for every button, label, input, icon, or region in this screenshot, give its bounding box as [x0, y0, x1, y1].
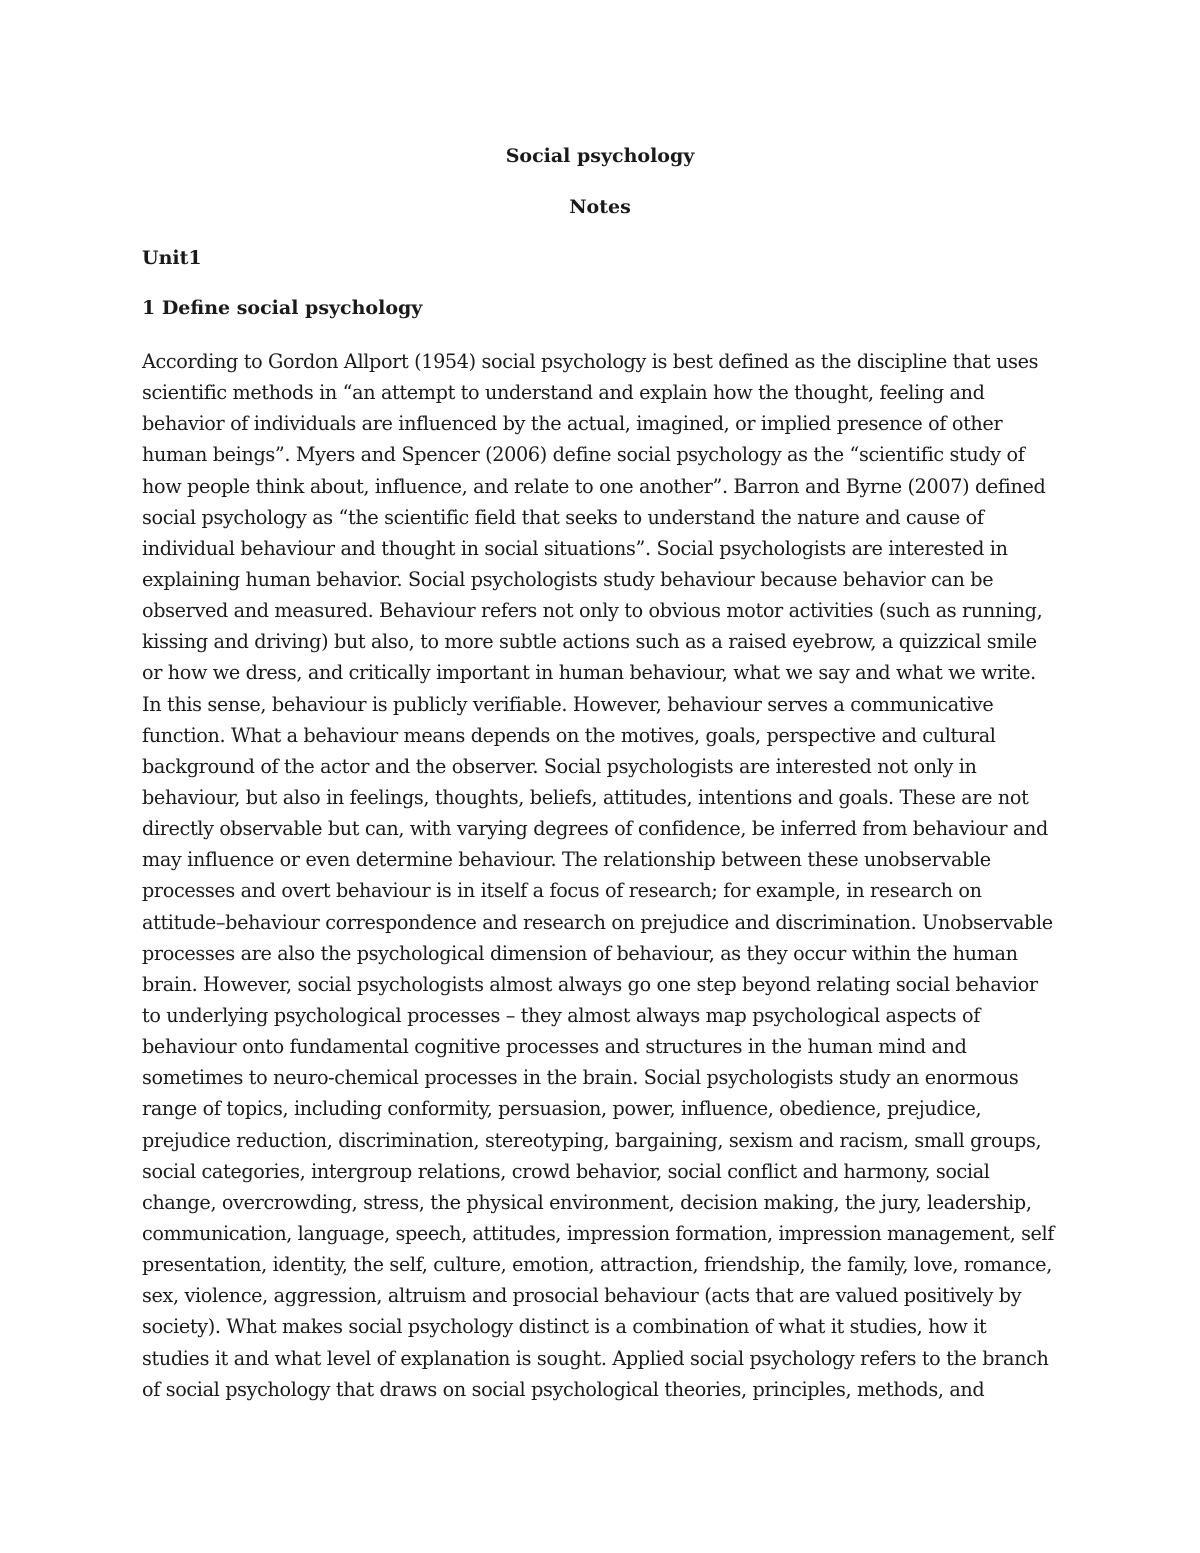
body-line: function. What a behaviour means depends on the motives, goals, perspective and cultural [142, 723, 996, 747]
body-line: kissing and driving) but also, to more subtle actions such as a raised eyebrow, a quizzical smile [142, 630, 1037, 654]
body-line: sometimes to neuro-chemical processes in the brain. Social psychologists study an enormous [142, 1066, 1019, 1090]
body-line: background of the actor and the observer. Social psychologists are interested not only in [142, 754, 977, 778]
body-line: sex, violence, aggression, altruism and prosocial behaviour (acts that are valued positively by [142, 1284, 1022, 1308]
body-line: society). What makes social psychology distinct is a combination of what it studies, how it [142, 1315, 987, 1339]
body-line: prejudice reduction, discrimination, stereotyping, bargaining, sexism and racism, small groups, [142, 1128, 1042, 1152]
body-line: processes are also the psychological dimension of behaviour, as they occur within the human [142, 941, 1018, 965]
body-line: In this sense, behaviour is publicly verifiable. However, behaviour serves a communicative [142, 692, 994, 716]
document-title: Social psychology [505, 145, 695, 167]
body-line: social categories, intergroup relations, crowd behavior, social conflict and harmony, social [142, 1159, 990, 1183]
body-line: behavior of individuals are influenced by the actual, imagined, or implied presence of other [142, 412, 1003, 436]
body-line: to underlying psychological processes – they almost always map psychological aspects of [142, 1003, 980, 1027]
unit-heading: Unit1 [142, 247, 202, 269]
body-line: social psychology as “the scientific field that seeks to understand the nature and cause of [142, 505, 984, 529]
section-heading: 1 Define social psychology [142, 297, 423, 319]
body-line: scientific methods in “an attempt to understand and explain how the thought, feeling and [142, 381, 985, 405]
body-line: behaviour onto fundamental cognitive processes and structures in the human mind and [142, 1035, 967, 1059]
body-line: of social psychology that draws on social psychological theories, principles, methods, and [142, 1377, 985, 1401]
document-subtitle: Notes [569, 196, 631, 218]
body-line: behaviour, but also in feelings, thoughts, beliefs, attitudes, intentions and goals. These are not [142, 785, 1029, 809]
body-line: observed and measured. Behaviour refers not only to obvious motor activities (such as running, [142, 599, 1043, 623]
body-line: may influence or even determine behaviour. The relationship between these unobservable [142, 848, 991, 872]
body-line: change, overcrowding, stress, the physical environment, decision making, the jury, leadership, [142, 1190, 1032, 1214]
body-line: brain. However, social psychologists almost always go one step beyond relating social behavior [142, 972, 1038, 996]
body-line: communication, language, speech, attitudes, impression formation, impression management, self [142, 1221, 1054, 1245]
body-line: individual behaviour and thought in social situations”. Social psychologists are interested in [142, 536, 1008, 560]
body-line: presentation, identity, the self, culture, emotion, attraction, friendship, the family, love, romance, [142, 1253, 1052, 1277]
body-line: directly observable but can, with varying degrees of confidence, be inferred from behaviour and [142, 817, 1048, 841]
body-line: how people think about, influence, and relate to one another”. Barron and Byrne (2007) defined [142, 474, 1046, 498]
body-line: explaining human behavior. Social psychologists study behaviour because behavior can be [142, 567, 994, 591]
body-line: or how we dress, and critically important in human behaviour, what we say and what we write. [142, 661, 1036, 685]
body-line: range of topics, including conformity, persuasion, power, influence, obedience, prejudice, [142, 1097, 982, 1121]
body-line: processes and overt behaviour is in itself a focus of research; for example, in research on [142, 879, 982, 903]
body-line: studies it and what level of explanation is sought. Applied social psychology refers to the branch [142, 1346, 1049, 1370]
body-line: attitude–behaviour correspondence and research on prejudice and discrimination. Unobservable [142, 910, 1053, 934]
body-line: According to Gordon Allport (1954) social psychology is best defined as the discipline that uses [142, 350, 1039, 373]
body-line: human beings”. Myers and Spencer (2006) define social psychology as the “scientific study of [142, 443, 1025, 467]
body-paragraph [142, 346, 1057, 1405]
